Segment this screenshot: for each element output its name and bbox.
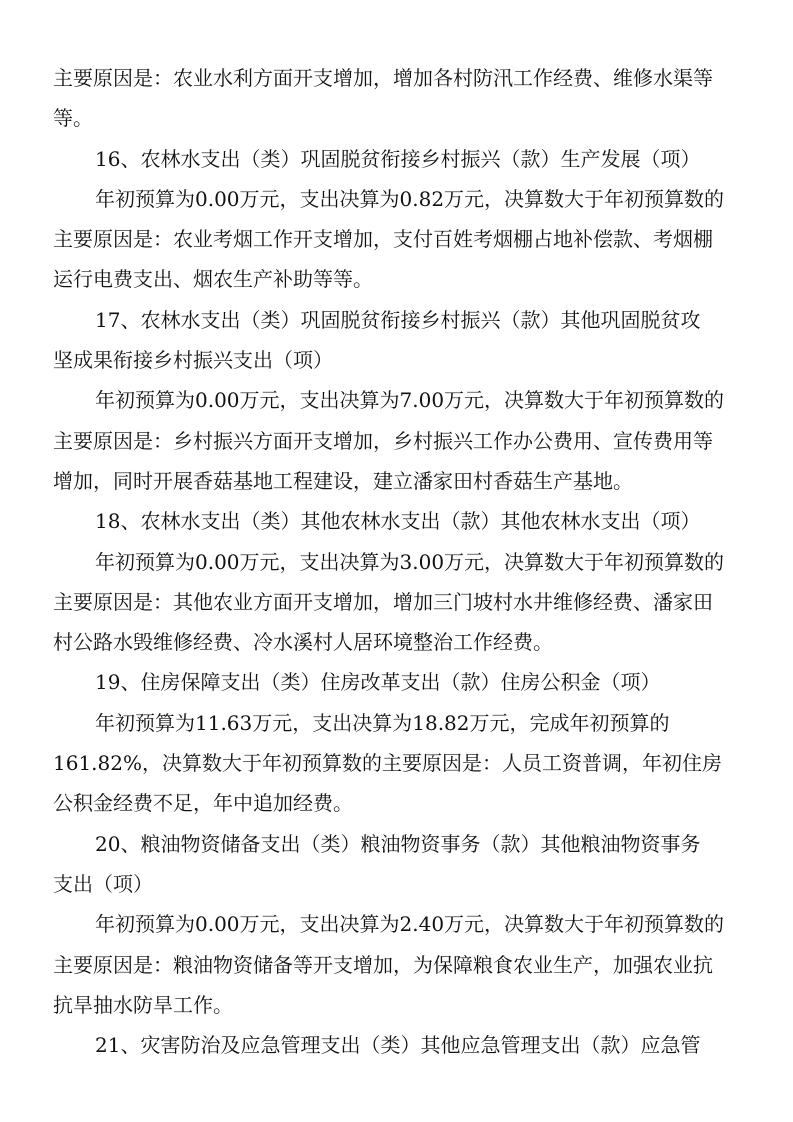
text-line: 主要原因是：乡村振兴方面开支增加，乡村振兴工作办公费用、宣传费用等 — [53, 428, 713, 453]
text-line: 村公路水毁维修经费、冷水溪村人居环境整治工作经费。 — [53, 630, 553, 655]
section-heading-19: 19、住房保障支出（类）住房改革支出（款）住房公积金（项） — [95, 670, 661, 695]
text-line: 主要原因是：其他农业方面开支增加，增加三门坡村水井维修经费、潘家田 — [53, 589, 713, 614]
text-line: 年初预算为0.00万元，支出决算为3.00万元，决算数大于年初预算数的 — [95, 549, 725, 574]
text-line: 年初预算为11.63万元，支出决算为18.82万元，完成年初预算的 — [95, 710, 670, 735]
text-line: 年初预算为0.00万元，支出决算为7.00万元，决算数大于年初预算数的 — [95, 388, 725, 413]
text-line: 等。 — [53, 106, 93, 131]
section-heading-18: 18、农林水支出（类）其他农林水支出（款）其他农林水支出（项） — [95, 509, 701, 534]
text-line: 运行电费支出、烟农生产补助等等。 — [53, 267, 373, 292]
text-line: 支出（项） — [53, 871, 153, 896]
text-line: 161.82%，决算数大于年初预算数的主要原因是：人员工资普调，年初住房 — [53, 751, 722, 776]
section-heading-20: 20、粮油物资储备支出（类）粮油物资事务（款）其他粮油物资事务 — [95, 831, 701, 856]
text-line: 年初预算为0.00万元，支出决算为2.40万元，决算数大于年初预算数的 — [95, 912, 725, 937]
text-line: 坚成果衔接乡村振兴支出（项） — [53, 348, 333, 373]
text-line: 主要原因是：农业水利方面开支增加，增加各村防汛工作经费、维修水渠等 — [53, 66, 713, 90]
section-heading-21: 21、灾害防治及应急管理支出（类）其他应急管理支出（款）应急管 — [95, 1033, 701, 1058]
text-line: 主要原因是：农业考烟工作开支增加，支付百姓考烟棚占地补偿款、考烟棚 — [53, 227, 713, 252]
section-heading-16: 16、农林水支出（类）巩固脱贫衔接乡村振兴（款）生产发展（项） — [95, 146, 701, 171]
section-heading-17: 17、农林水支出（类）巩固脱贫衔接乡村振兴（款）其他巩固脱贫攻 — [95, 307, 701, 332]
text-line: 公积金经费不足，年中追加经费。 — [53, 791, 353, 816]
text-line: 主要原因是：粮油物资储备等开支增加，为保障粮食农业生产，加强农业抗 — [53, 952, 713, 977]
text-line: 抗旱抽水防旱工作。 — [53, 992, 233, 1017]
text-line: 增加，同时开展香菇基地工程建设，建立潘家田村香菇生产基地。 — [53, 468, 633, 493]
text-line: 年初预算为0.00万元，支出决算为0.82万元，决算数大于年初预算数的 — [95, 186, 725, 211]
